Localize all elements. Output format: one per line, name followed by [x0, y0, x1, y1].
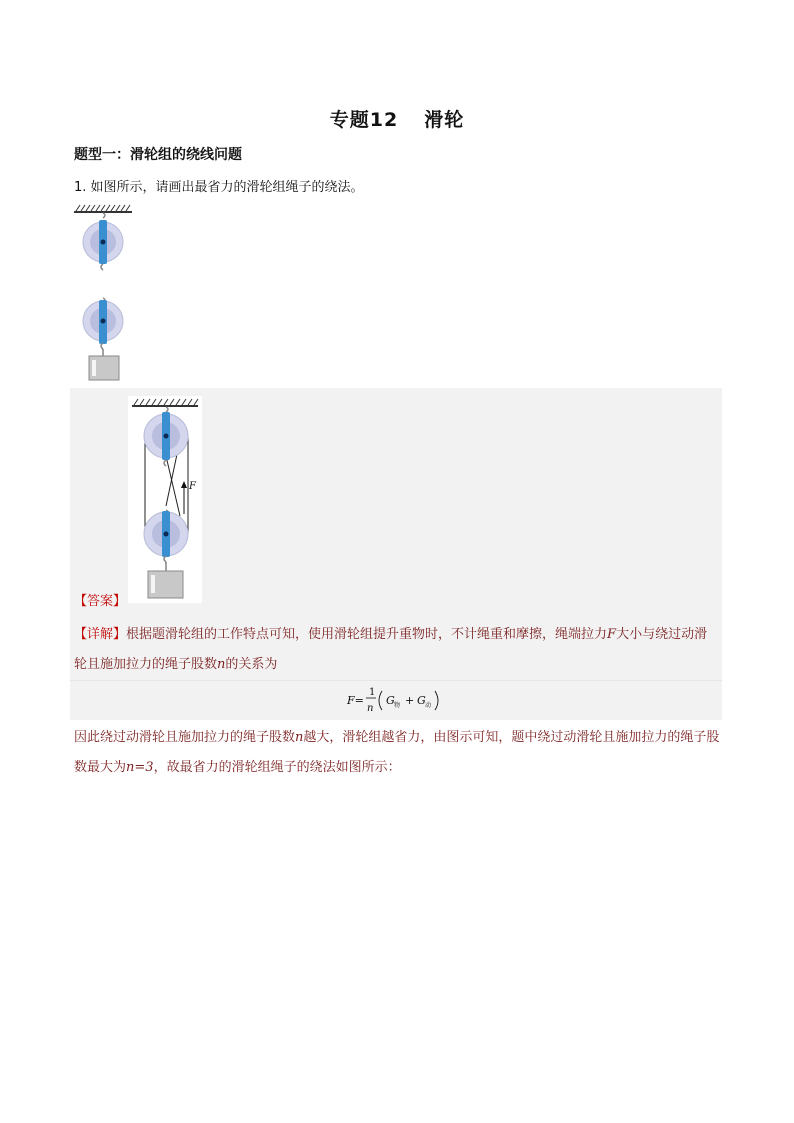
conclusion-text-3: ，故最省力的滑轮组绳子的绕法如图所示：	[153, 760, 401, 775]
formula-term2-sub: 动	[425, 702, 432, 709]
weight-block	[89, 356, 119, 380]
formula-term1-sub: 物	[394, 702, 401, 709]
detail-text-2: 大小与绕过动滑轮且施加拉力的绳子股数	[74, 627, 708, 672]
formula-plus: +	[405, 694, 415, 707]
weight-block	[148, 571, 183, 598]
conclusion-var-n: n	[295, 730, 304, 745]
conclusion-paragraph	[74, 723, 720, 783]
fixed-pulley	[83, 220, 123, 264]
pulley-question-figure	[70, 200, 140, 386]
formula-term2: G	[417, 694, 426, 707]
question-text: 如图所示，请画出最省力的滑轮组绳子的绕法。	[90, 180, 364, 195]
detail-var-n: n	[217, 657, 226, 672]
question-1	[74, 176, 364, 195]
formula-numerator: 1	[369, 687, 376, 698]
answer-tag: 【答案】	[74, 594, 127, 609]
pulley-answer-figure	[128, 396, 202, 603]
force-formula	[345, 683, 455, 717]
formula-lhs: F=	[347, 694, 364, 707]
page-title	[0, 105, 794, 132]
title-prefix: 专题12	[329, 109, 399, 131]
detail-text-3: 的关系为	[225, 657, 278, 672]
detail-paragraph	[74, 620, 720, 680]
detail-text-1: 根据题滑轮组的工作特点可知，使用滑轮组提升重物时，不计绳重和摩擦，绳端拉力	[126, 627, 608, 642]
movable-pulley	[144, 511, 188, 557]
detail-var-f: F	[607, 627, 617, 642]
title-main: 滑轮	[424, 109, 465, 131]
conclusion-n-eq: n=3	[126, 760, 154, 775]
question-number: 1.	[74, 180, 87, 195]
conclusion-text-2: 越大，滑轮组越省力，由图示可知，题中绕过动滑轮且施加拉力的绳子股数最大为	[74, 730, 720, 775]
fixed-pulley	[144, 412, 188, 460]
force-label: F	[189, 481, 196, 492]
formula-term1: G	[386, 694, 395, 707]
formula-denominator: n	[367, 703, 374, 714]
movable-pulley	[83, 300, 123, 344]
conclusion-text-1: 因此绕过动滑轮且施加拉力的绳子股数	[74, 730, 296, 745]
detail-tag: 【详解】	[74, 627, 127, 642]
section-heading: 题型一：滑轮组的绕线问题	[74, 147, 242, 163]
force-arrow	[181, 481, 187, 514]
